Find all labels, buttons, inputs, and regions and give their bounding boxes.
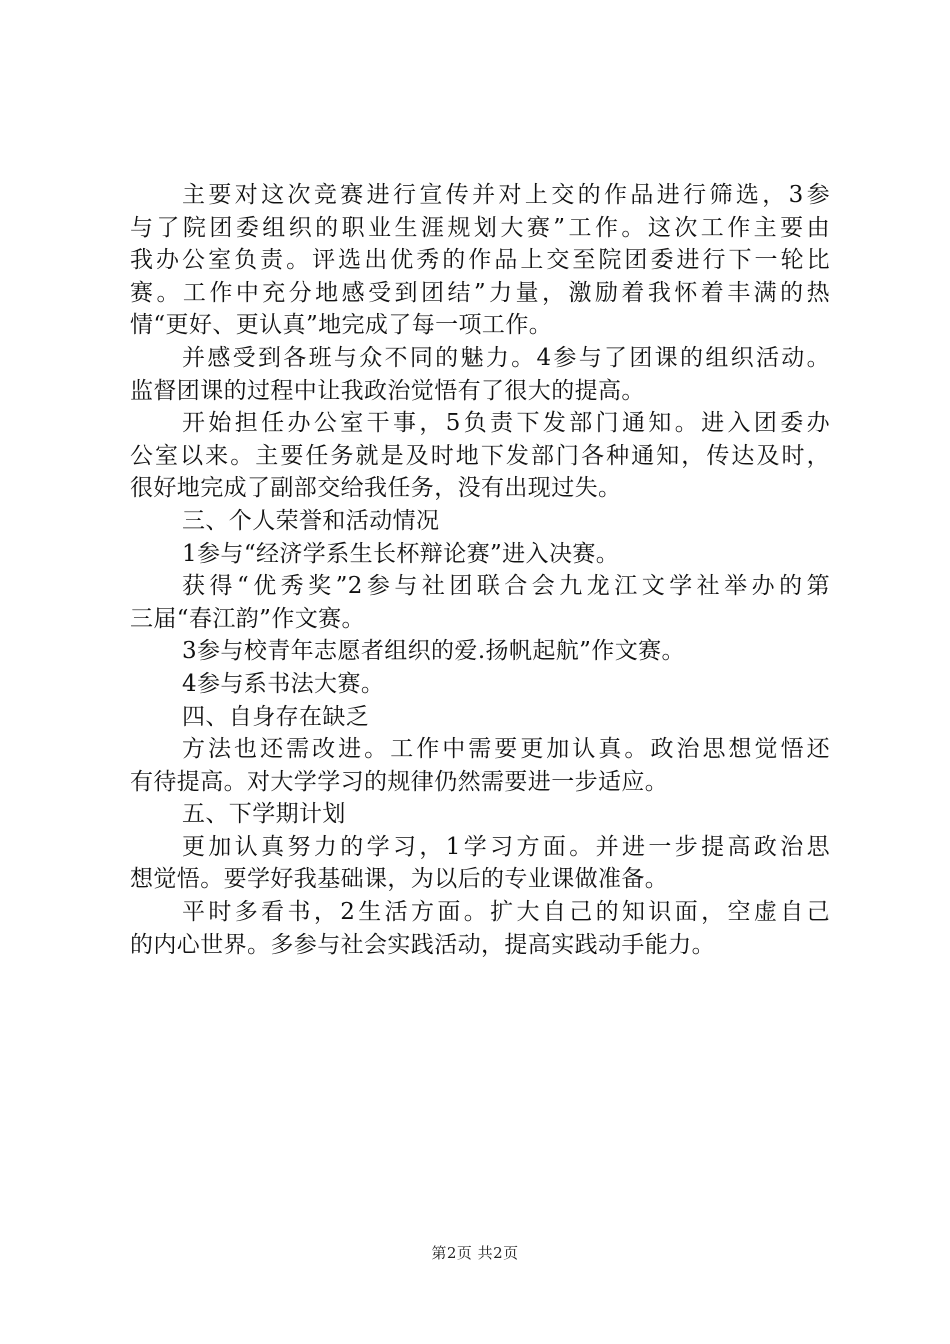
paragraph [130,407,830,505]
text-line: 1参与“经济学系生长杯辩论赛”进入决赛。 [182,540,620,567]
paragraph [130,701,830,734]
text-line: 赛。工作中充分地感受到团结”力量，激励着我怀着丰满的热 [130,279,830,306]
text-line: 方法也还需改进。工作中需要更加认真。政治思想觉悟还 [182,736,830,763]
text-line: 4参与系书法大赛。 [182,670,385,697]
paragraph [130,668,830,701]
text-line: 四、自身存在缺乏 [182,703,370,730]
text-line: 我办公室负责。评选出优秀的作品上交至院团委进行下一轮比 [130,247,830,274]
page-footer: 第2页 共2页 [431,1244,519,1262]
document-body [130,179,830,961]
text-line: 3参与校青年志愿者组织的爱.扬帆起航”作文赛。 [182,638,685,665]
paragraph [130,179,830,342]
paragraph [130,505,830,538]
text-line: 五、下学期计划 [182,801,346,828]
paragraph [130,635,830,668]
text-line: 情“更好、更认真”地完成了每一项工作。 [130,312,553,339]
paragraph [130,798,830,831]
text-line: 并感受到各班与众不同的魅力。4参与了团课的组织活动。 [182,344,830,371]
text-line: 更加认真努力的学习，1学习方面。并进一步提高政治思 [182,833,830,860]
text-line: 公室以来。主要任务就是及时地下发部门各种通知，传达及时， [130,442,830,469]
text-line: 有待提高。对大学学习的规律仍然需要进一步适应。 [130,768,669,795]
paragraph [130,733,830,798]
paragraph [130,831,830,896]
paragraph [130,896,830,961]
text-line: 的内心世界。多参与社会实践活动，提高实践动手能力。 [130,931,715,958]
text-line: 平时多看书，2生活方面。扩大自己的知识面，空虚自己 [182,899,830,926]
paragraph [130,570,830,635]
text-line: 主要对这次竞赛进行宣传并对上交的作品进行筛选，3参 [182,182,830,208]
text-line: 三届“春江韵”作文赛。 [130,605,365,632]
paragraph [130,342,830,407]
text-line: 三、个人荣誉和活动情况 [182,507,440,534]
text-line: 开始担任办公室干事，5负责下发部门通知。进入团委办 [182,410,830,437]
text-line: 监督团课的过程中让我政治觉悟有了很大的提高。 [130,377,645,404]
text-line: 与了院团委组织的职业生涯规划大赛”工作。这次工作主要由 [130,214,830,241]
text-line: 很好地完成了副部交给我任务，没有出现过失。 [130,475,622,502]
text-line: 获得“优秀奖”2参与社团联合会九龙江文学社举办的第 [182,573,830,600]
text-line: 想觉悟。要学好我基础课，为以后的专业课做准备。 [130,866,669,893]
paragraph [130,538,830,571]
